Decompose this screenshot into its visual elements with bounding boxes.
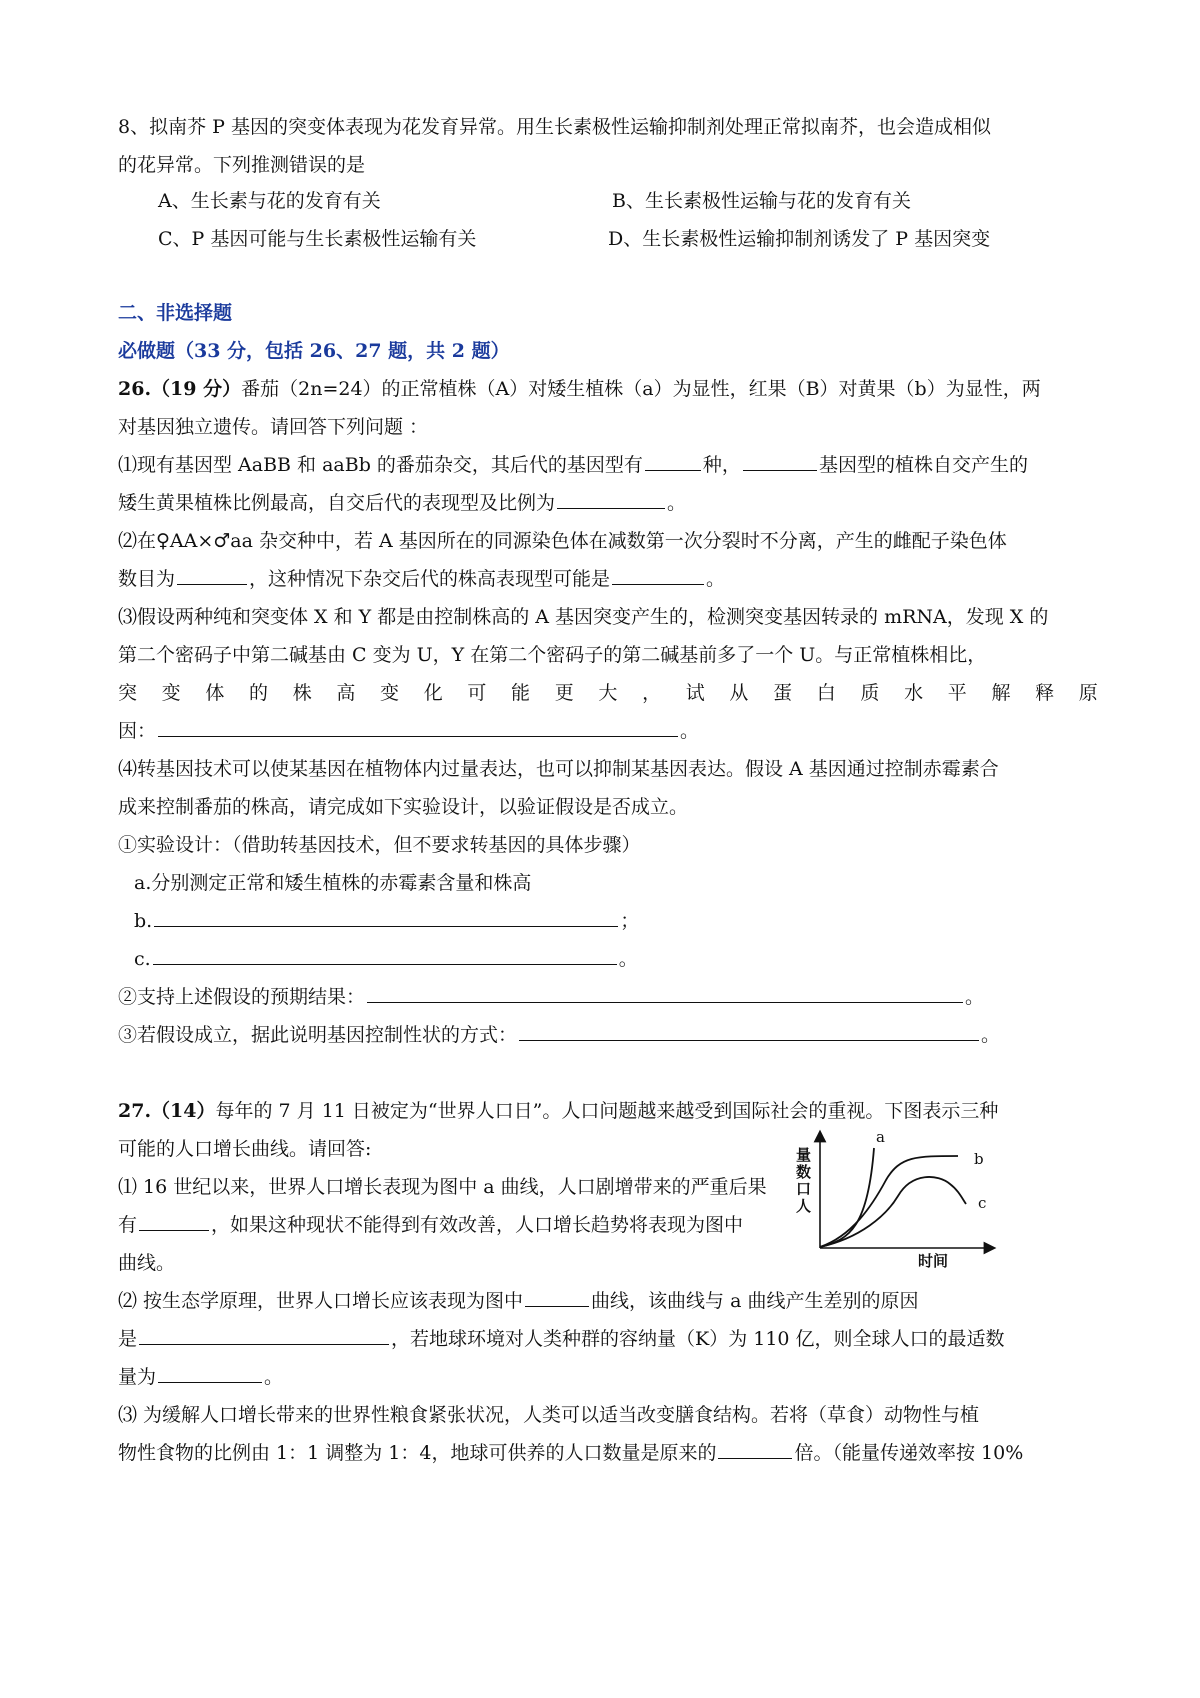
q26-p2-text: ，这种情况下杂交后代的株高表现型可能是 xyxy=(249,568,611,590)
answer-blank[interactable] xyxy=(718,1438,792,1459)
q27-p3-text: 倍。（能量传递效率按 10% xyxy=(794,1442,1024,1464)
q26-step1: ①实验设计：（借助转基因技术，但不要求转基因的具体步骤） xyxy=(118,834,641,856)
q26-p3-char: 平 xyxy=(947,682,967,704)
q26-p3-char: 水 xyxy=(904,682,924,704)
q26-p3-char: 释 xyxy=(1035,682,1055,704)
curve-b xyxy=(820,1156,958,1247)
q8-option-a: A、生长素与花的发育有关 xyxy=(158,190,381,212)
answer-blank[interactable] xyxy=(519,1020,979,1041)
y-label-char: 量 xyxy=(796,1146,812,1164)
q27-p2-text: 曲线，该曲线与 a 曲线产生差别的原因 xyxy=(591,1290,919,1312)
q27-text: 每年的 7 月 11 日被定为“世界人口日”。人口问题越来越受到国际社会的重视。下图表示三种 xyxy=(215,1100,999,1122)
q26-p3-char: 试 xyxy=(685,682,705,704)
q27-part2-line1 xyxy=(118,1286,918,1316)
q26-p3-char: 化 xyxy=(423,682,443,704)
section-title: 二、非选择题 xyxy=(118,302,233,324)
q26-p3-char: 质 xyxy=(860,682,880,704)
x-axis-label: 时间 xyxy=(918,1252,949,1270)
answer-blank[interactable] xyxy=(158,716,678,737)
q26-p1-text: ⑴现有基因型 AaBB 和 aaBb 的番茄杂交，其后代的基因型有 xyxy=(118,454,643,476)
q26-p3-char: 更 xyxy=(554,682,574,704)
answer-blank[interactable] xyxy=(139,1324,389,1345)
answer-blank[interactable] xyxy=(177,564,247,585)
q27-part1-line3: 曲线。 xyxy=(118,1252,176,1274)
q26-p3-char: 大 xyxy=(598,682,618,704)
curve-c-label: c xyxy=(978,1194,987,1212)
q26-step-label: b. xyxy=(134,910,153,932)
q26-p3-char: 株 xyxy=(292,682,312,704)
q26-p3-char: 高 xyxy=(336,682,356,704)
q26-p3-char: 蛋 xyxy=(773,682,793,704)
answer-blank[interactable] xyxy=(153,944,617,965)
q27-p2-text: 是 xyxy=(118,1328,138,1350)
q27-p2-text: 量为 xyxy=(118,1366,157,1388)
q26-p3-char: 从 xyxy=(729,682,749,704)
q26-p1-text: 。 xyxy=(667,492,687,514)
q26-step-label: ②支持上述假设的预期结果： xyxy=(118,986,366,1008)
q26-p3-char: 可 xyxy=(467,682,487,704)
q26-step-end: 。 xyxy=(965,986,985,1008)
q27-line1 xyxy=(118,1096,998,1126)
y-label-char: 数 xyxy=(796,1163,812,1181)
answer-blank[interactable] xyxy=(158,1362,262,1383)
q26-step1-c xyxy=(134,944,638,974)
q27-number: 27.（14） xyxy=(118,1100,216,1122)
answer-blank[interactable] xyxy=(367,982,963,1003)
q26-line1 xyxy=(118,374,1041,404)
q27-part2-line3 xyxy=(118,1362,283,1392)
q26-step3 xyxy=(118,1020,1000,1050)
q26-part3-line1: ⑶假设两种纯和突变体 X 和 Y 都是由控制株高的 A 基因突变产生的，检测突变基因转录的 mRNA，发现 X 的 xyxy=(118,606,1049,628)
y-label-char: 口 xyxy=(796,1180,812,1198)
q26-part4-line1: ⑷转基因技术可以使某基因在植物体内过量表达，也可以抑制某基因表达。假设 A 基因通过控制赤霉素合 xyxy=(118,758,999,780)
q26-step-label: c. xyxy=(134,948,151,970)
q26-p3-char: 能 xyxy=(511,682,531,704)
q26-part4-line2: 成来控制番茄的株高，请完成如下实验设计，以验证假设是否成立。 xyxy=(118,796,689,818)
q27-part3-line1: ⑶ 为缓解人口增长带来的世界性粮食紧张状况，人类可以适当改变膳食结构。若将（草食）动物性与植 xyxy=(118,1404,980,1426)
curve-a-label: a xyxy=(876,1128,885,1146)
q8-option-b: B、生长素极性运输与花的发育有关 xyxy=(612,190,911,212)
q26-text: 番茄（2n=24）的正常植株（A）对矮生植株（a）为显性，红果（B）对黄果（b）为显性，两 xyxy=(241,378,1041,400)
population-growth-graph xyxy=(790,1128,1000,1270)
q27-part3-line2 xyxy=(118,1438,1023,1468)
answer-blank[interactable] xyxy=(557,488,665,509)
q26-p3-char: 的 xyxy=(249,682,269,704)
q27-p2-text: 。 xyxy=(264,1366,284,1388)
q26-part1-line2 xyxy=(118,488,686,518)
y-label-char: 人 xyxy=(796,1197,812,1215)
answer-blank[interactable] xyxy=(139,1210,209,1231)
answer-blank[interactable] xyxy=(154,906,618,927)
curve-b-label: b xyxy=(974,1150,984,1168)
q26-p1-text: 种， xyxy=(702,454,741,476)
q26-step-end: 。 xyxy=(981,1024,1001,1046)
q27-part1-line2 xyxy=(118,1210,743,1240)
q27-part2-line2 xyxy=(118,1324,1005,1354)
q26-part3-line3 xyxy=(118,678,1098,708)
q27-line2: 可能的人口增长曲线。请回答: xyxy=(118,1138,372,1160)
q26-p2-text: 。 xyxy=(706,568,726,590)
q26-p3-char: 原 xyxy=(1078,682,1098,704)
q27-p1-text: 有 xyxy=(118,1214,138,1236)
q26-p3-char: 解 xyxy=(991,682,1011,704)
answer-blank[interactable] xyxy=(743,450,817,471)
q26-step-end: 。 xyxy=(618,948,638,970)
q26-p1-text: 矮生黄果植株比例最高，自交后代的表现型及比例为 xyxy=(118,492,556,514)
q26-line2: 对基因独立遗传。请回答下列问题 ： xyxy=(118,416,429,438)
q26-step1-b xyxy=(134,906,639,936)
q26-p3-text: 因： xyxy=(118,720,157,742)
q26-part2-line1: ⑵在♀AA×♂aa 杂交种中，若 A 基因所在的同源染色体在减数第一次分裂时不分离，产生的雌配子染色体 xyxy=(118,530,1007,552)
q26-p3-char: 体 xyxy=(205,682,225,704)
q26-p1-text: 基因型的植株自交产生的 xyxy=(818,454,1028,476)
q26-p3-char: 白 xyxy=(816,682,836,704)
q26-part2-line2 xyxy=(118,564,725,594)
q26-step-label: ③若假设成立，据此说明基因控制性状的方式： xyxy=(118,1024,518,1046)
q26-p3-char: ， xyxy=(642,682,662,704)
q26-number: 26.（19 分） xyxy=(118,378,242,400)
q26-p3-text: 。 xyxy=(680,720,700,742)
q8-option-c: C、P 基因可能与生长素极性运输有关 xyxy=(158,228,477,250)
q27-part1-line1: ⑴ 16 世纪以来，世界人口增长表现为图中 a 曲线，人口剧增带来的严重后果 xyxy=(118,1176,767,1198)
q8-stem-line1: 8、拟南芥 P 基因的突变体表现为花发育异常。用生长素极性运输抑制剂处理正常拟南芥，也会造成相似 xyxy=(118,116,991,138)
q26-p2-text: 数目为 xyxy=(118,568,176,590)
q27-p2-text: ⑵ 按生态学原理，世界人口增长应该表现为图中 xyxy=(118,1290,524,1312)
q27-p1-text: ，如果这种现状不能得到有效改善，人口增长趋势将表现为图中 xyxy=(211,1214,744,1236)
q26-step-end: ； xyxy=(620,910,640,932)
answer-blank[interactable] xyxy=(645,450,701,471)
answer-blank[interactable] xyxy=(612,564,704,585)
q26-p3-char: 突 xyxy=(118,682,138,704)
q26-part1-line1 xyxy=(118,450,1028,480)
q27-p2-text: ，若地球环境对人类种群的容纳量（K）为 110 亿，则全球人口的最适数 xyxy=(391,1328,1005,1350)
section-subtitle: 必做题（33 分，包括 26、27 题，共 2 题） xyxy=(118,340,510,362)
q27-p3-text: 物性食物的比例由 1：1 调整为 1：4，地球可供养的人口数量是原来的 xyxy=(118,1442,717,1464)
q26-step2 xyxy=(118,982,984,1012)
answer-blank[interactable] xyxy=(525,1286,589,1307)
q26-part3-line4 xyxy=(118,716,699,746)
q26-step1-a: a.分别测定正常和矮生植株的赤霉素含量和株高 xyxy=(134,872,532,894)
q8-option-d: D、生长素极性运输抑制剂诱发了 P 基因突变 xyxy=(608,228,991,250)
y-axis-label xyxy=(796,1146,811,1215)
q26-p3-char: 变 xyxy=(161,682,181,704)
q26-part3-line2: 第二个密码子中第二碱基由 C 变为 U，Y 在第二个密码子的第二碱基前多了一个 U。与正常植株相比， xyxy=(118,644,987,666)
q26-p3-char: 变 xyxy=(380,682,400,704)
q8-stem-line2: 的花异常。下列推测错误的是 xyxy=(118,154,366,176)
